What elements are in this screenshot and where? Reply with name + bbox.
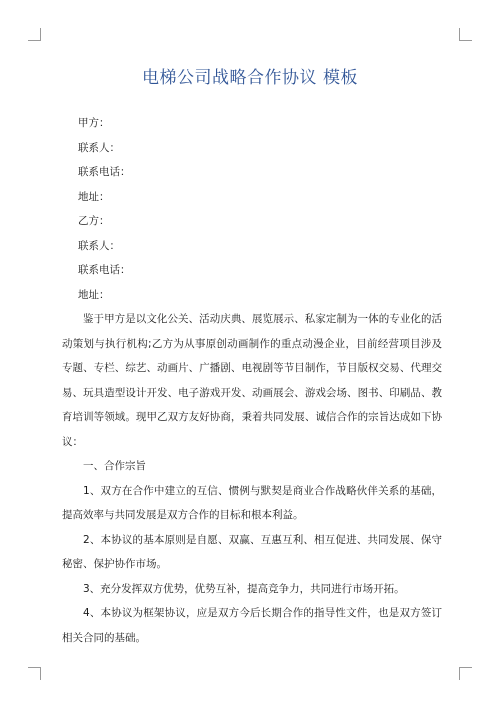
party-a-phone-label: 联系电话： [78,166,131,178]
crop-mark-bottom-left [28,667,41,680]
clause-1: 1、双方在合作中建立的互信、惯例与默契是商业合作战略伙伴关系的基础，提高效率与共同发展是双方合作的目标和根本利益。 [62,484,442,521]
section-heading: 一、合作宗旨 [83,460,146,472]
party-b-contact-label: 联系人： [78,239,120,252]
party-a-contact-label: 联系人： [78,141,120,154]
crop-mark-top-right [459,28,472,41]
preamble-paragraph: 鉴于甲方是以文化公关、活动庆典、展览展示、私家定制为一体的专业化的活动策划与执行机构;乙方为从事原创动画制作的重点动漫企业，目前经营项目涉及专题、专栏、综艺、动画片、广播剧、电视剧等节目制作，节目版权交易、代理交易、玩具造型设计开发、电子游戏开发、动画展会、游戏会场、图书、印刷品、教育培训等领域。现甲乙双方友好协商，秉着共同发展、诚信合作的宗旨达成如下协议： [62,313,442,448]
crop-mark-top-left [28,28,41,41]
party-a-address-label: 地址： [78,190,110,203]
document-body [62,111,442,650]
party-b-name-label: 乙方： [78,215,110,227]
document-title: 电梯公司战略合作协议 模板 [142,68,358,88]
clause-4: 4、本协议为框架协议，应是双方今后长期合作的指导性文件，也是双方签订相关合同的基础。 [62,607,442,644]
party-a-name-label: 甲方： [78,117,110,129]
party-b-address-label: 地址： [78,288,110,301]
clause-3: 3、充分发挥双方优势，优势互补，提高竞争力，共同进行市场开拓。 [83,582,405,595]
party-b-phone-label: 联系电话： [78,264,131,276]
crop-mark-bottom-right [459,667,472,680]
clause-2: 2、本协议的基本原则是自愿、双赢、互惠互利、相互促进、共同发展、保守秘密、保护协作市场。 [62,533,442,570]
